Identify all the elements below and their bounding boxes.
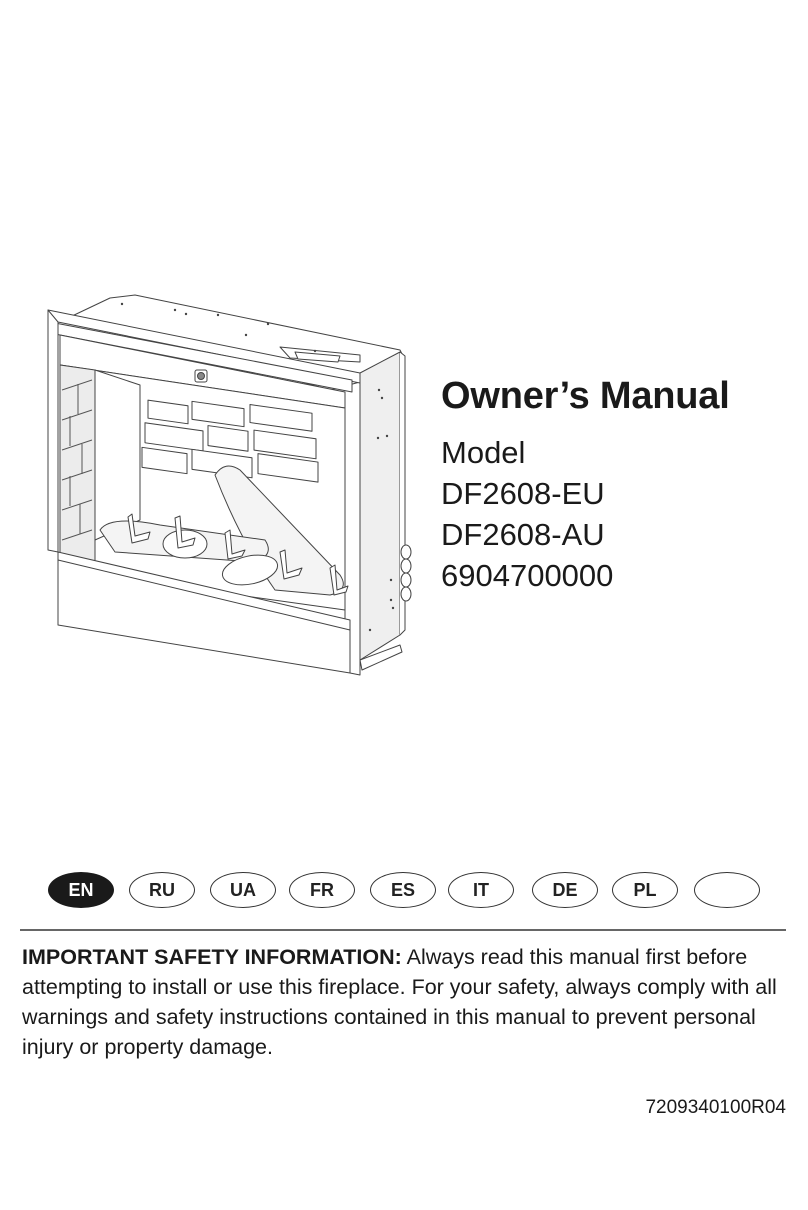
language-pill-de: DE (532, 872, 598, 908)
fireplace-illustration (40, 290, 420, 685)
safety-body: Always read this manual first before attempting to install or use this fireplace. For your safety, always comply with all warnings and safety instructions contained in this manual to prevent personal injury or property damage. (22, 945, 777, 1059)
safety-notice (22, 942, 792, 1062)
model-number: 6904700000 (441, 558, 614, 593)
model-list (441, 432, 730, 596)
manual-title: Owner’s Manual (441, 375, 730, 417)
language-pill-en: EN (48, 872, 114, 908)
model-label: Model (441, 435, 526, 470)
model-number: DF2608-EU (441, 476, 605, 511)
language-pill-fr: FR (289, 872, 355, 908)
language-pill-it: IT (448, 872, 514, 908)
title-block (441, 372, 730, 596)
language-pill-blank (694, 872, 760, 908)
language-pill-ua: UA (210, 872, 276, 908)
document-code: 7209340100R04 (645, 1097, 786, 1118)
section-divider (20, 929, 786, 931)
language-pill-ru: RU (129, 872, 195, 908)
language-pill-es: ES (370, 872, 436, 908)
model-number: DF2608-AU (441, 517, 605, 552)
language-selector (48, 872, 768, 912)
language-pill-pl: PL (612, 872, 678, 908)
safety-heading: IMPORTANT SAFETY INFORMATION: (22, 945, 402, 969)
